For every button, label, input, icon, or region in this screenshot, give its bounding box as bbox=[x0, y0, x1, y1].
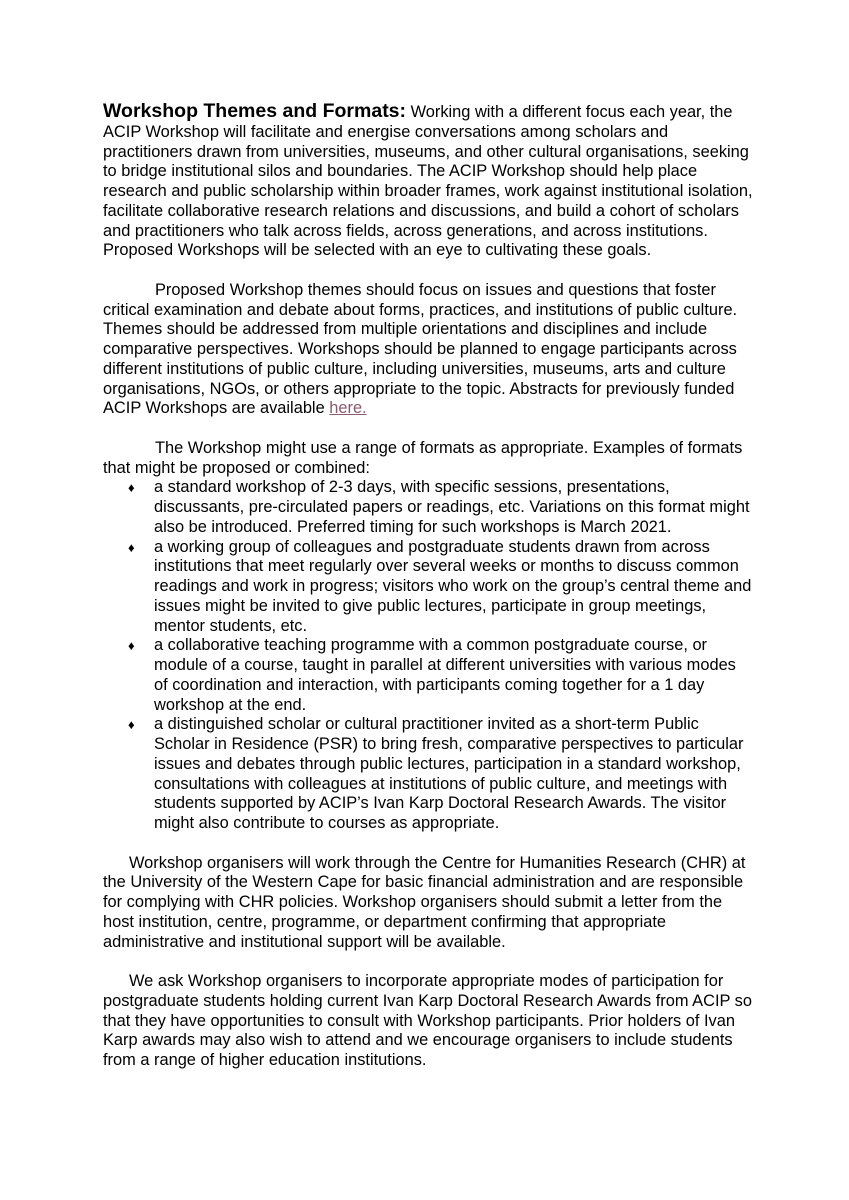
diamond-bullet-icon: ♦ bbox=[128, 638, 135, 654]
section-heading: Workshop Themes and Formats: bbox=[103, 100, 407, 122]
list-item-text: a standard workshop of 2-3 days, with specific sessions, presentations, discussants, pre-circulated papers or readings, etc. Variations on this format might also be introduced. Preferred timing for such workshops is March 2021. bbox=[154, 478, 750, 536]
list-item bbox=[103, 715, 753, 834]
list-item bbox=[103, 636, 753, 715]
abstracts-link[interactable]: here. bbox=[329, 399, 367, 418]
document-page bbox=[103, 102, 753, 1071]
diamond-bullet-icon: ♦ bbox=[128, 717, 135, 733]
diamond-bullet-icon: ♦ bbox=[128, 539, 135, 555]
organisers-paragraph: Workshop organisers will work through the Centre for Humanities Research (CHR) at the University of the Western Cape for basic financial administration and are responsible for complying with CHR policies. Workshop organisers should submit a letter from the host institution, centre, programme, or department confirming that appropriate administrative and institutional support will be available. bbox=[103, 853, 746, 951]
students-paragraph: We ask Workshop organisers to incorporate appropriate modes of participation for postgraduate students holding current Ivan Karp Doctoral Research Awards from ACIP so that they have opportunities to consult with Workshop participants. Prior holders of Ivan Karp awards may also wish to attend and we encourage organisers to include students from a range of higher education institutions. bbox=[103, 972, 752, 1069]
diamond-bullet-icon: ♦ bbox=[128, 480, 135, 496]
themes-paragraph bbox=[103, 281, 753, 419]
themes-text: Proposed Workshop themes should focus on issues and questions that foster critical examination and debate about forms, practices, and institutions of public culture. Themes should be addressed from multiple orientations and disciplines and include comparative perspectives. Workshops should be planned to engage participants across different institutions of public culture, including universities, museums, arts and culture organisations, NGOs, or others appropriate to the topic. Abstracts for previously funded ACIP Workshops are available bbox=[103, 280, 738, 418]
formats-list bbox=[103, 478, 753, 834]
intro-paragraph bbox=[103, 102, 753, 261]
formats-intro-paragraph: The Workshop might use a range of formats as appropriate. Examples of formats that might be proposed or combined: bbox=[103, 438, 743, 477]
list-item-text: a distinguished scholar or cultural practitioner invited as a short-term Public Scholar in Residence (PSR) to bring fresh, comparative perspectives to particular issues and debates through public lectures, participation in a standard workshop, consultations with colleagues at institutions of public culture, and meetings with students supported by ACIP’s Ivan Karp Doctoral Research Awards. The visitor might also contribute to courses as appropriate. bbox=[154, 715, 744, 832]
intro-text: Working with a different focus each year, the ACIP Workshop will facilitate and energise conversations among scholars and practitioners drawn from universities, museums, and other cultural organisations, seeking to bridge institutional silos and boundaries. The ACIP Workshop should help place research and public scholarship within broader frames, work against institutional isolation, facilitate collaborative research relations and discussions, and build a cohort of scholars and practitioners who talk across fields, across generations, and across institutions. Proposed Workshops will be selected with an eye to cultivating these goals. bbox=[103, 103, 753, 260]
list-item-text: a working group of colleagues and postgraduate students drawn from across institutions that meet regularly over several weeks or months to discuss common readings and work in progress; visitors who work on the group’s central theme and issues might be invited to give public lectures, participate in group meetings, mentor students, etc. bbox=[154, 537, 752, 635]
list-item bbox=[103, 538, 753, 637]
list-item bbox=[103, 478, 753, 537]
list-item-text: a collaborative teaching programme with a common postgraduate course, or module of a course, taught in parallel at different universities with various modes of coordination and interaction, with participants coming together for a 1 day workshop at the end. bbox=[154, 636, 736, 714]
